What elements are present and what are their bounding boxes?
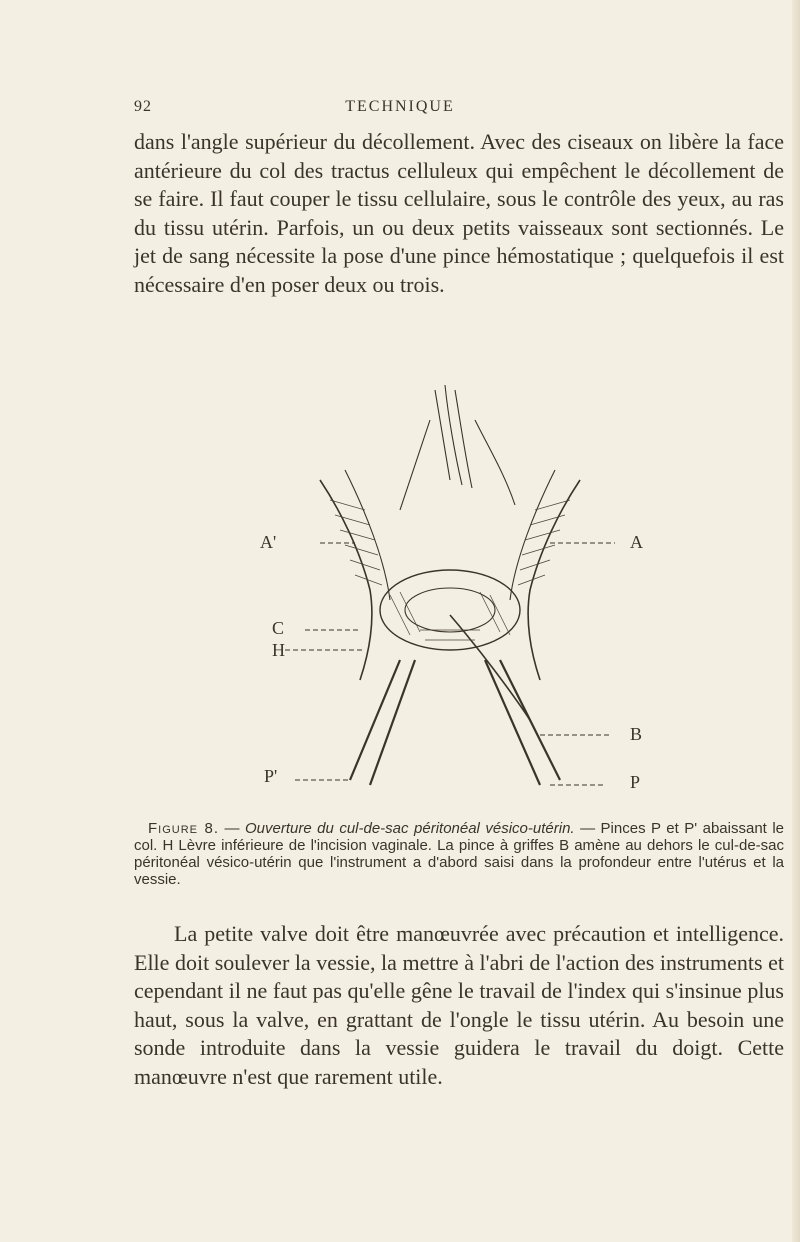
label-b: B bbox=[630, 724, 643, 744]
label-p-prime: P' bbox=[264, 766, 278, 786]
page-number: 92 bbox=[134, 98, 152, 115]
caption-figure-number: Figure 8. bbox=[148, 820, 219, 837]
page-edge bbox=[792, 0, 800, 1242]
caption-text: — Pinces P et P' abaissant le col. H Lèvre inférieure de l'incision vaginale. La pince à griffes B amène au dehors le cul-de-sac péritonéal vésico-utérin que l'instrument a d'abord saisi dans la profondeur entre l'utérus et la vessie. bbox=[134, 820, 784, 888]
label-a-prime: A' bbox=[260, 532, 277, 552]
label-p: P bbox=[630, 772, 641, 792]
running-title: TECHNIQUE bbox=[345, 98, 455, 115]
paragraph-1: dans l'angle supérieur du décollement. Avec des ciseaux on libère la face antérieure du col des tractus celluleux qui empêchent le décollement de se faire. Il faut couper le tissu cellulaire, sous le contrôle des yeux, au ras du tissu utérin. Parfois, un ou deux petits vaisseaux sont sectionnés. Le jet de sang nécessite la pose d'une pince hémostatique ; quelquefois il est nécessaire d'en poser deux ou trois. bbox=[134, 129, 784, 297]
figure-caption bbox=[134, 820, 784, 888]
label-c: C bbox=[272, 618, 285, 638]
caption-title: Ouverture du cul-de-sac péritonéal vésico-utérin. bbox=[244, 820, 575, 837]
illustration-drawing bbox=[250, 360, 670, 800]
label-h: H bbox=[272, 640, 285, 660]
label-a: A bbox=[630, 532, 643, 552]
surgical-illustration bbox=[250, 360, 670, 800]
caption-dash: — bbox=[219, 820, 245, 837]
paragraph-2: La petite valve doit être manœuvrée avec précaution et intelligence. Elle doit soulever la vessie, la mettre à l'abri de l'action des instruments et cependant il ne faut pas qu'elle gêne le travail de l'index qui s'insinue plus haut, sous la valve, en grattant de l'ongle le tissu utérin. Au besoin une sonde introduite dans la vessie guidera le travail du doigt. Cette manœuvre n'est que rarement utile. bbox=[134, 921, 784, 1089]
